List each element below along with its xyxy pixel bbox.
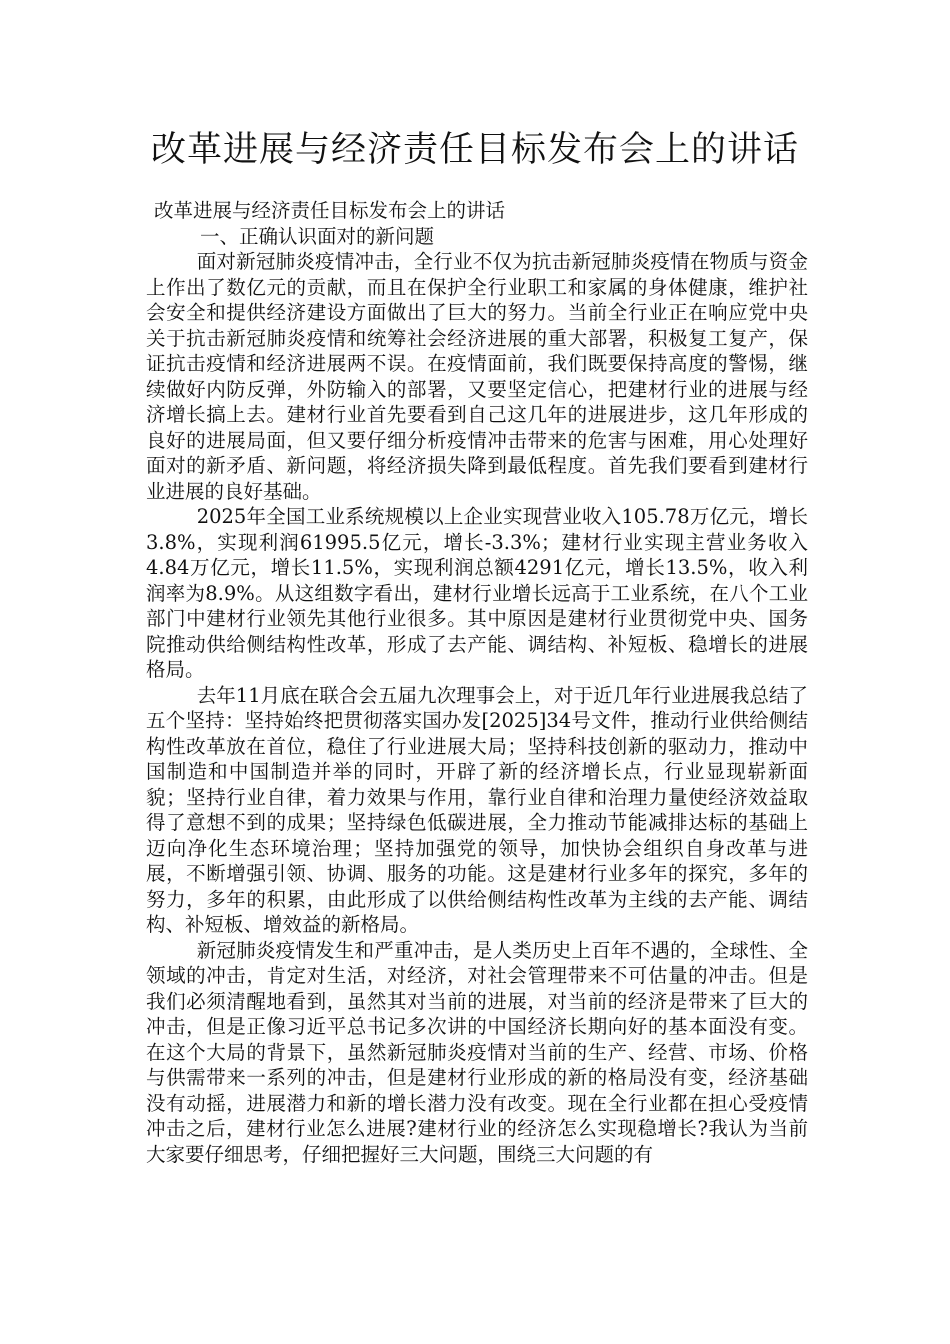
- paragraph: 2025年全国工业系统规模以上企业实现营业收入105.78万亿元，增长3.8%，实现利润61995.5亿元，增长-3.3%；建材行业实现主营业务收入4.84万亿元，增长11.5%，实现利润总额4291亿元，增长13.5%，收入利润率为8.9%。从这组数字看出，建材行业增长远高于工业系统，在八个工业部门中建材行业领先其他行业很多。其中原因是建材行业贯彻党中央、国务院推动供给侧结构性改革，形成了去产能、调结构、补短板、稳增长的进展格局。: [146, 505, 808, 681]
- paragraph: 新冠肺炎疫情发生和严重冲击，是人类历史上百年不遇的，全球性、全领域的冲击，肯定对生活，对经济，对社会管理带来不可估量的冲击。但是我们必须清醒地看到，虽然其对当前的进展，对当前的经济是带来了巨大的冲击，但是正像习近平总书记多次讲的中国经济长期向好的基本面没有变。在这个大局的背景下，虽然新冠肺炎疫情对当前的生产、经营、市场、价格与供需带来一系列的冲击，但是建材行业形成的新的格局没有变，经济基础没有动摇，进展潜力和新的增长潜力没有改变。现在全行业都在担心受疫情冲击之后，建材行业怎么进展?建材行业的经济怎么实现稳增长?我认为当前大家要仔细思考，仔细把握好三大问题，围绕三大问题的有: [146, 938, 808, 1166]
- paragraph: 去年11月底在联合会五届九次理事会上，对于近几年行业进展我总结了五个坚持：坚持始终把贯彻落实国办发[2025]34号文件，推动行业供给侧结构性改革放在首位，稳住了行业进展大局；坚持科技创新的驱动力，推动中国制造和中国制造并举的同时，开辟了新的经济增长点，行业显现崭新面貌；坚持行业自律，着力效果与作用，靠行业自律和治理力量使经济效益取得了意想不到的成果；坚持绿色低碳进展，全力推动节能减排达标的基础上迈向净化生态环境治理；坚持加强党的领导，加快协会组织自身改革与进展，不断增强引领、协调、服务的功能。这是建材行业多年的探究，多年的努力，多年的积累，由此形成了以供给侧结构性改革为主线的去产能、调结构、补短板、增效益的新格局。: [146, 683, 808, 936]
- document-title: 改革进展与经济责任目标发布会上的讲话: [150, 130, 799, 170]
- section-heading: 一、正确认识面对的新问题: [200, 224, 435, 248]
- paragraph: 面对新冠肺炎疫情冲击，全行业不仅为抗击新冠肺炎疫情在物质与资金上作出了数亿元的贡献，而且在保护全行业职工和家属的身体健康，维护社会安全和提供经济建设方面做出了巨大的努力。当前全行业正在响应党中央关于抗击新冠肺炎疫情和统筹社会经济进展的重大部署，积极复工复产，保证抗击疫情和经济进展两不误。在疫情面前，我们既要保持高度的警惕，继续做好内防反弹，外防输入的部署，又要坚定信心，把建材行业的进展与经济增长搞上去。建材行业首先要看到自己这几年的进展进步，这几年形成的良好的进展局面，但又要仔细分析疫情冲击带来的危害与困难，用心处理好面对的新矛盾、新问题，将经济损失降到最低程度。首先我们要看到建材行业进展的良好基础。: [146, 250, 808, 503]
- document-subtitle: 改革进展与经济责任目标发布会上的讲话: [154, 199, 506, 222]
- document-body: [146, 198, 808, 1167]
